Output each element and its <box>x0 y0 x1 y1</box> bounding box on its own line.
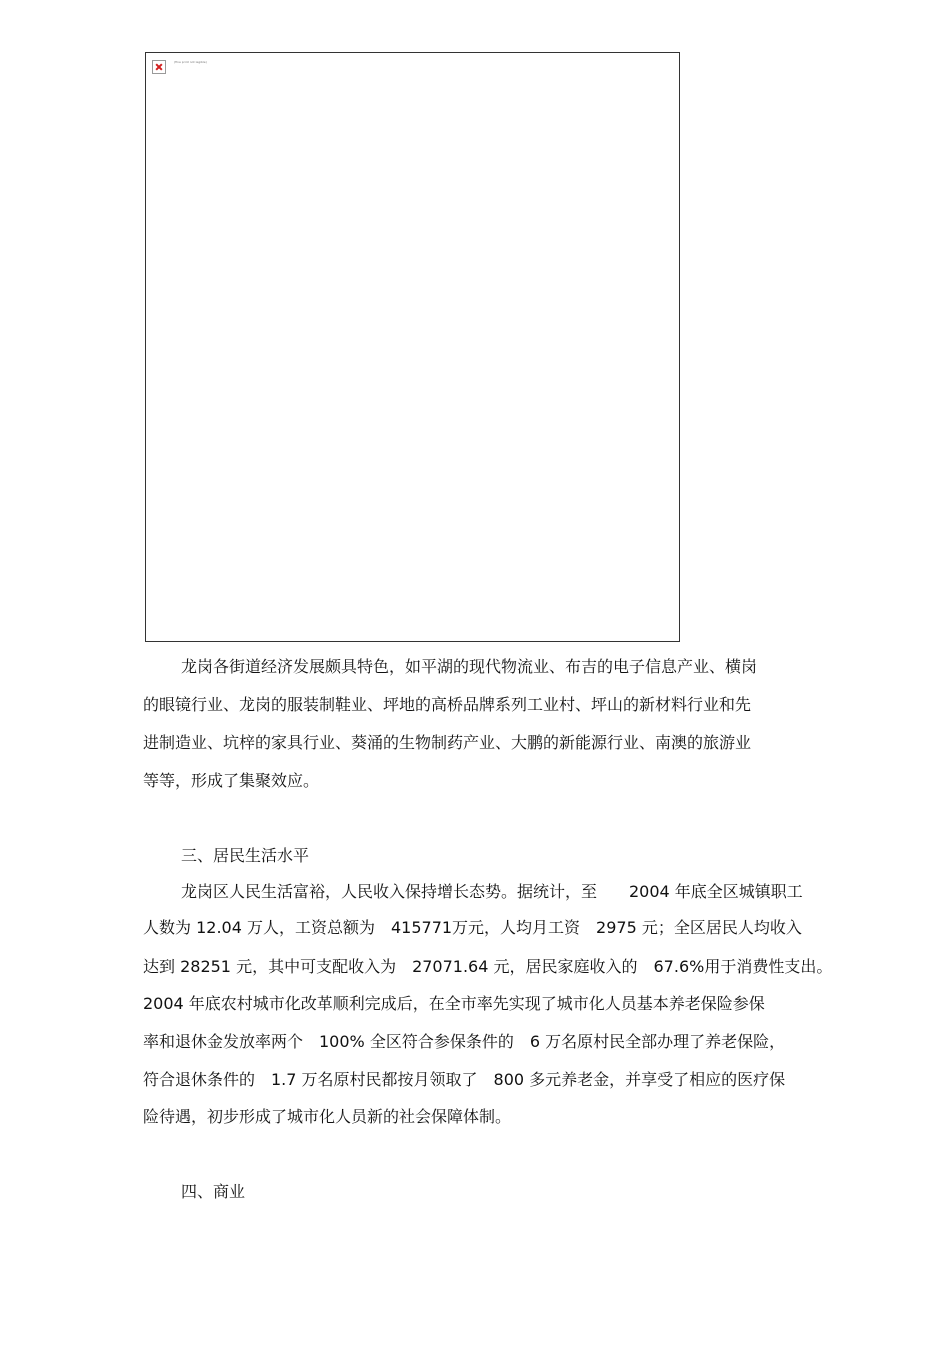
broken-figure <box>145 52 680 642</box>
paragraph-line: 人数为 12.04 万人，工资总额为 415771万元，人均月工资 2975 元；全区居民人均收入 <box>143 918 802 937</box>
paragraph-line: 2004 年底农村城市化改革顺利完成后，在全市率先实现了城市化人员基本养老保险参保 <box>143 994 765 1013</box>
paragraph-line: 率和退休金发放率两个 100% 全区符合参保条件的 6 万名原村民全部办理了养老保险， <box>143 1032 786 1051</box>
paragraph-line: 龙岗各街道经济发展颇具特色，如平湖的现代物流业、布吉的电子信息产业、横岗 <box>181 657 758 676</box>
paragraph-line: 进制造业、坑梓的家具行业、葵涌的生物制药产业、大鹏的新能源行业、南澳的旅游业 <box>143 733 752 752</box>
paragraph-line: 龙岗区人民生活富裕，人民收入保持增长态势。据统计，至 2004 年底全区城镇职工 <box>181 882 803 901</box>
paragraph-line: 达到 28251 元，其中可支配收入为 27071.64 元，居民家庭收入的 67.6%用于消费性支出。 <box>143 957 833 976</box>
section-heading: 三、居民生活水平 <box>181 846 310 865</box>
paragraph-line: 符合退休条件的 1.7 万名原村民都按月领取了 800 多元养老金，并享受了相应的医疗保 <box>143 1070 786 1089</box>
paragraph-line: 等等，形成了集聚效应。 <box>143 771 320 790</box>
section-heading: 四、商业 <box>181 1182 246 1201</box>
paragraph-line: 的眼镜行业、龙岗的服装制鞋业、坪地的高桥品牌系列工业村、坪山的新材料行业和先 <box>143 695 752 714</box>
broken-image-icon <box>152 60 166 74</box>
paragraph-line: 险待遇，初步形成了城市化人员新的社会保障体制。 <box>143 1107 512 1126</box>
figure-alt-text: (fine print not legible) <box>174 60 207 64</box>
